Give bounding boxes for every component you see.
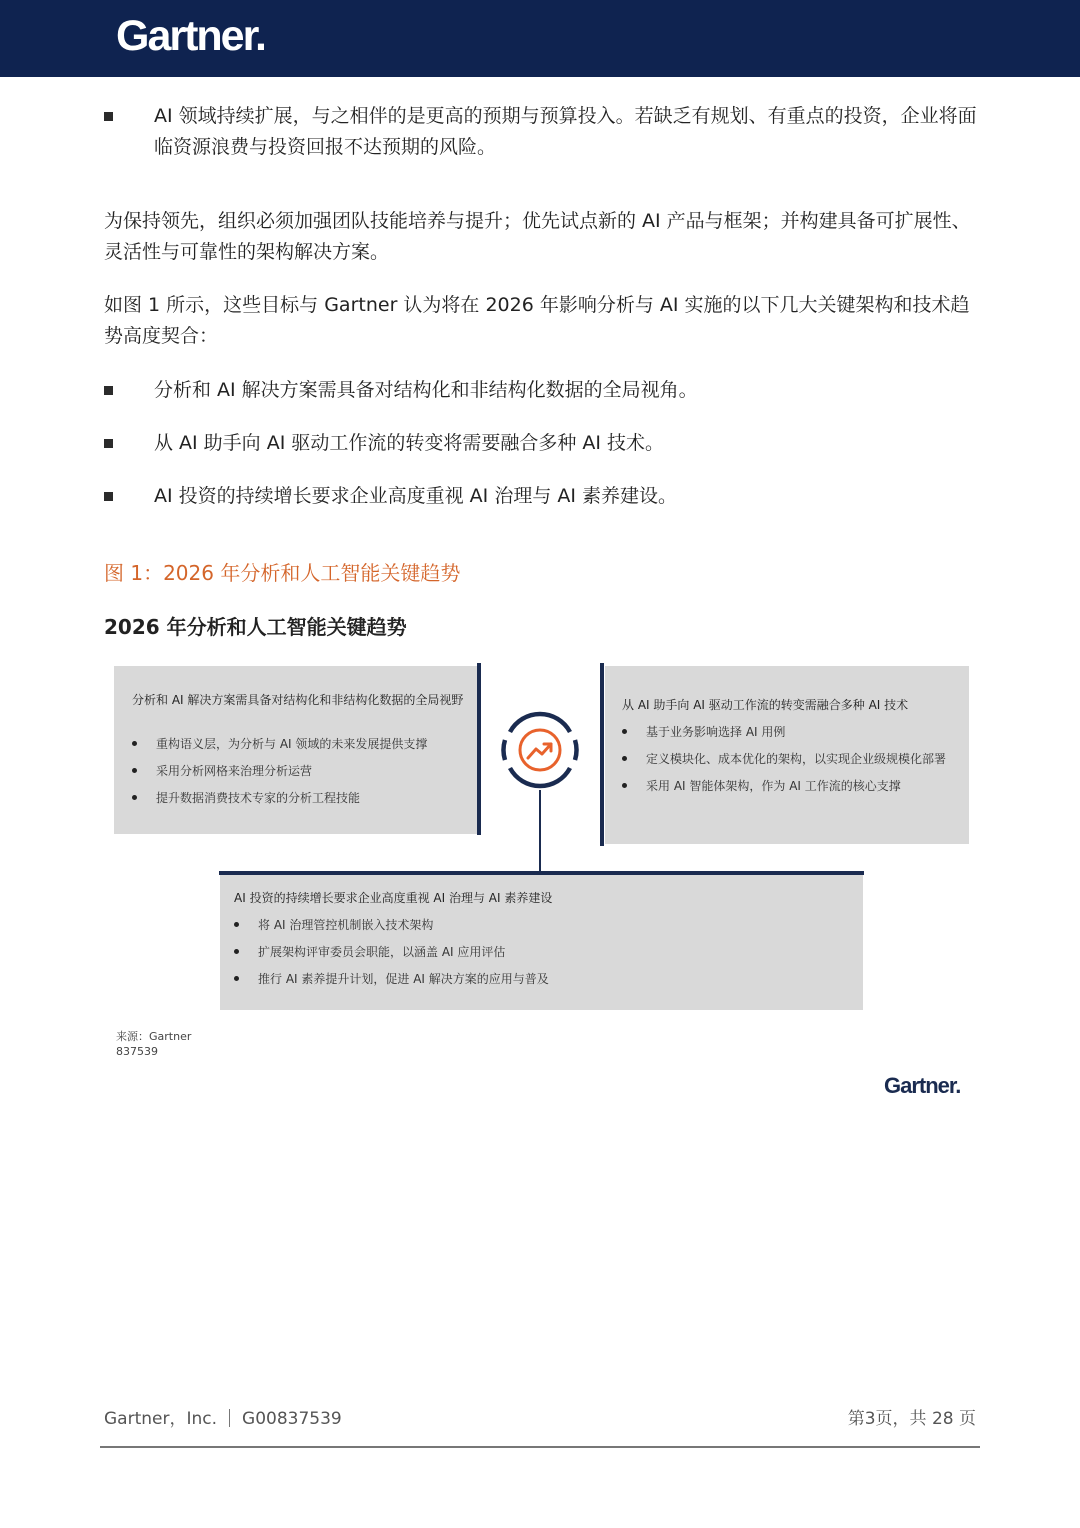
list-item: 基于业务影响选择 AI 用例 <box>620 725 956 739</box>
trend-arrow-icon <box>494 704 586 796</box>
panel-list <box>620 725 956 793</box>
list-item-text: 从 AI 助手向 AI 驱动工作流的转变将需要融合多种 AI 技术。 <box>154 432 665 454</box>
square-bullet-icon <box>104 112 113 121</box>
list-item-text: 分析和 AI 解决方案需具备对结构化和非结构化数据的全局视角。 <box>154 379 698 401</box>
list-item: 重构语义层，为分析与 AI 领域的未来发展提供支撑 <box>130 737 470 751</box>
list-item <box>104 428 984 459</box>
square-bullet-icon <box>104 492 113 501</box>
gartner-logo: Gartner. <box>884 1073 961 1098</box>
page-number: 第3页，共 28 页 <box>847 1409 976 1429</box>
list-item: 将 AI 治理管控机制嵌入技术架构 <box>232 918 842 932</box>
list-item-text: AI 投资的持续增长要求企业高度重视 AI 治理与 AI 素养建设。 <box>154 485 678 507</box>
source-label: 来源：Gartner <box>116 1030 192 1043</box>
connector-line <box>539 790 541 872</box>
gartner-logo: Gartner. <box>116 12 265 60</box>
panel-title: 分析和 AI 解决方案需具备对结构化和非结构化数据的全局视野 <box>132 693 464 707</box>
list-item <box>104 375 984 406</box>
figure-caption: 图 1：2026 年分析和人工智能关键趋势 <box>104 561 461 585</box>
panel-title: 从 AI 助手向 AI 驱动工作流的转变需融合多种 AI 技术 <box>622 698 909 712</box>
list-item: 扩展架构评审委员会职能，以涵盖 AI 应用评估 <box>232 945 842 959</box>
list-item: 采用 AI 智能体架构，作为 AI 工作流的核心支撑 <box>620 779 956 793</box>
footer-divider <box>100 1446 980 1448</box>
panel-title: AI 投资的持续增长要求企业高度重视 AI 治理与 AI 素养建设 <box>234 891 553 905</box>
list-item: 提升数据消费技术专家的分析工程技能 <box>130 791 470 805</box>
header-bar <box>0 0 1080 77</box>
panel-list <box>130 737 470 805</box>
divider-line <box>477 663 481 835</box>
list-item: 采用分析网格来治理分析运营 <box>130 764 470 778</box>
figure-title: 2026 年分析和人工智能关键趋势 <box>104 615 407 639</box>
panel-list <box>232 918 842 986</box>
footer-company: Gartner，Inc. <box>104 1409 218 1429</box>
divider-line <box>219 871 864 875</box>
body-paragraph: 如图 1 所示，这些目标与 Gartner 认为将在 2026 年影响分析与 AI 实施的以下几大关键架构和技术趋势高度契合： <box>104 294 970 347</box>
list-item-text: AI 领域持续扩展，与之相伴的是更高的预期与预算投入。若缺乏有规划、有重点的投资，企业将面临资源浪费与投资回报不达预期的风险。 <box>154 105 977 158</box>
figure-source <box>116 1029 191 1059</box>
list-item <box>104 481 984 512</box>
square-bullet-icon <box>104 439 113 448</box>
footer-doc-id: G00837539 <box>242 1409 342 1429</box>
divider-line <box>600 663 604 846</box>
list-item: 定义模块化、成本优化的架构，以实现企业级规模化部署 <box>620 752 956 766</box>
list-item <box>104 101 984 163</box>
square-bullet-icon <box>104 386 113 395</box>
body-paragraph: 为保持领先，组织必须加强团队技能培养与提升；优先试点新的 AI 产品与框架；并构建具备可扩展性、灵活性与可靠性的架构解决方案。 <box>104 210 971 263</box>
list-item: 推行 AI 素养提升计划，促进 AI 解决方案的应用与普及 <box>232 972 842 986</box>
footer-left <box>104 1404 342 1429</box>
source-id: 837539 <box>116 1045 158 1058</box>
footer-separator <box>229 1409 230 1427</box>
